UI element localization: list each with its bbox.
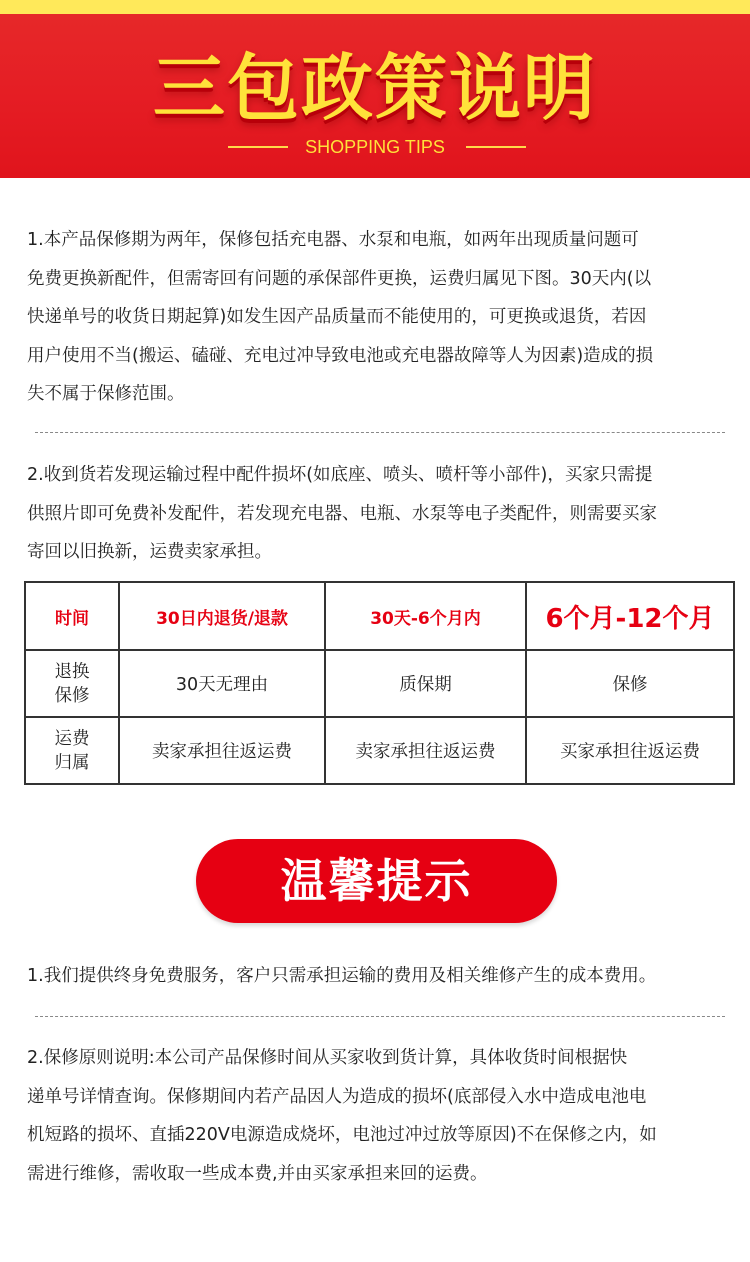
row-label-line: 保修 xyxy=(54,685,90,706)
page-title: 三包政策说明 xyxy=(152,46,597,130)
row-label xyxy=(25,650,119,717)
text-line: 供照片即可免费补发配件，若发现充电器、电瓶、水泵等电子类配件，则需要买家 xyxy=(27,503,657,524)
text-line: 1.我们提供终身免费服务，客户只需承担运输的费用及相关维修产生的成本费用。 xyxy=(27,966,657,986)
row-label xyxy=(25,717,119,784)
text-line: 寄回以旧换新，运费卖家承担。 xyxy=(27,542,272,562)
dashed-divider xyxy=(35,1016,725,1017)
row-label-line: 归属 xyxy=(54,752,90,773)
text-line: 1.本产品保修期为两年，保修包括充电器、水泵和电瓶，如两年出现质量问题可 xyxy=(27,230,639,250)
table-cell: 保修 xyxy=(526,650,734,717)
text-line: 递单号详情查询。保修期间内若产品因人为造成的损坏(底部侵入水中造成电池电 xyxy=(27,1086,647,1107)
table-cell: 质保期 xyxy=(325,650,526,717)
policy-paragraph-1 xyxy=(27,221,732,414)
warranty-table xyxy=(24,581,735,785)
header-subtitle: SHOPPING TIPS xyxy=(305,137,445,157)
table-row xyxy=(25,650,734,717)
decorative-line-right xyxy=(466,146,526,148)
table-header-row xyxy=(25,582,734,650)
text-line: 失不属于保修范围。 xyxy=(27,384,185,404)
table-header-cell: 30日内退货/退款 xyxy=(119,582,325,650)
text-line: 机短路的损坏、直插220V电源造成烧坏，电池过冲过放等原因)不在保修之内，如 xyxy=(27,1125,657,1145)
row-label-line: 运费 xyxy=(54,728,90,749)
text-line: 用户使用不当(搬运、磕碰、充电过冲导致电池或充电器故障等人为因素)造成的损 xyxy=(27,345,654,366)
policy-paragraph-2 xyxy=(27,456,732,572)
page-header xyxy=(0,0,750,178)
shopping-tips-row xyxy=(0,134,750,160)
tips-title: 温馨提示 xyxy=(280,854,473,908)
table-cell: 买家承担往返运费 xyxy=(526,717,734,784)
tips-paragraph-1 xyxy=(27,957,732,996)
table-header-cell: 30天-6个月内 xyxy=(325,582,526,650)
text-line: 免费更换新配件，但需寄回有问题的承保部件更换，运费归属见下图。30天内(以 xyxy=(27,268,652,289)
text-line: 2.保修原则说明:本公司产品保修时间从买家收到货计算，具体收货时间根据快 xyxy=(27,1048,628,1068)
tips-title-banner xyxy=(196,839,557,923)
table-cell: 30天无理由 xyxy=(119,650,325,717)
table-header-cell: 时间 xyxy=(25,582,119,650)
text-line: 需进行维修，需收取一些成本费,并由买家承担来回的运费。 xyxy=(27,1163,488,1184)
tips-paragraph-2 xyxy=(27,1039,732,1193)
table-cell: 卖家承担往返运费 xyxy=(325,717,526,784)
table-header-cell: 6个月-12个月 xyxy=(526,582,734,650)
text-line: 快递单号的收货日期起算)如发生因产品质量而不能使用的，可更换或退货，若因 xyxy=(27,307,647,327)
table-cell: 卖家承担往返运费 xyxy=(119,717,325,784)
dashed-divider xyxy=(35,432,725,433)
header-top-stripe xyxy=(0,0,750,14)
table-row xyxy=(25,717,734,784)
text-line: 2.收到货若发现运输过程中配件损坏(如底座、喷头、喷杆等小部件)，买家只需提 xyxy=(27,465,653,485)
row-label-line: 退换 xyxy=(54,661,90,682)
